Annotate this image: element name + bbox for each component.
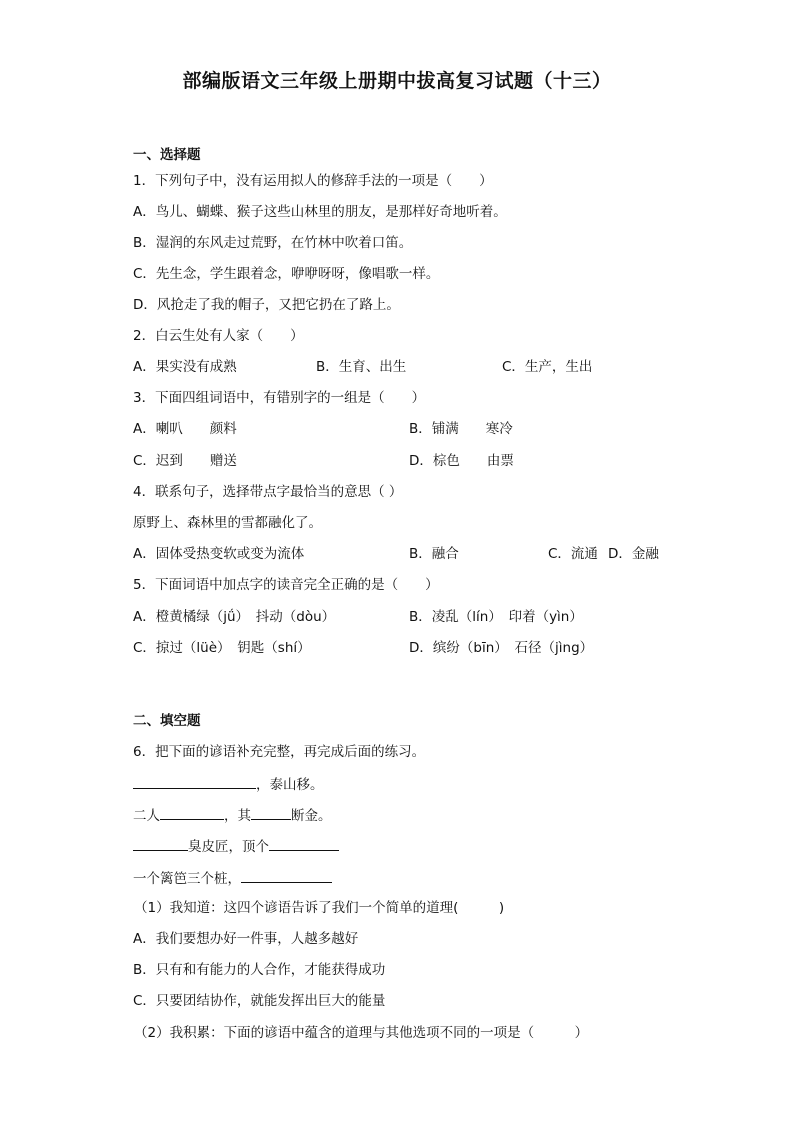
question-5-stem: 5．下面词语中加点字的读音完全正确的是（ ） [133, 577, 439, 593]
section-heading-fill: 二、填空题 [133, 713, 201, 729]
proverb-text: 一个篱笆三个桩， [133, 871, 241, 887]
question-2-option-c: C．生产，生出 [502, 359, 593, 375]
question-2-option-a: A．果实没有成熟 [133, 359, 237, 375]
answer-blank[interactable] [133, 774, 256, 789]
answer-blank[interactable] [133, 836, 188, 851]
proverb-text: 断金。 [291, 808, 332, 824]
question-3-option-b: B．铺满 寒冷 [409, 421, 513, 437]
sub-question-1-stem: （1）我知道：这四个谚语告诉了我们一个简单的道理( ) [134, 900, 505, 916]
question-3-option-d: D．棕色 由票 [409, 453, 514, 469]
question-4-option-c: C．流通 [548, 546, 598, 562]
question-6-stem: 6．把下面的谚语补充完整，再完成后面的练习。 [133, 744, 426, 760]
question-1-stem: 1．下列句子中，没有运用拟人的修辞手法的一项是（ ） [133, 173, 493, 189]
proverb-line-4 [133, 868, 332, 888]
question-2-stem: 2．白云生处有人家（ ） [133, 328, 304, 344]
question-5-option-d: D．缤纷（bīn） 石径（jìng） [409, 640, 594, 656]
question-3-stem: 3．下面四组词语中，有错别字的一组是（ ） [133, 390, 426, 406]
section-heading-choice: 一、选择题 [133, 147, 201, 163]
question-4-stem: 4．联系句子，选择带点字最恰当的意思（ ） [133, 484, 403, 500]
sub-question-1-option-a: A．我们要想办好一件事，人越多越好 [133, 931, 359, 947]
answer-blank[interactable] [251, 805, 291, 820]
question-1-option-a: A．鸟儿、蝴蝶、猴子这些山林里的朋友，是那样好奇地听着。 [133, 204, 507, 220]
question-4-option-d: D．金融 [608, 546, 659, 562]
sub-question-1-option-c: C．只要团结协作，就能发挥出巨大的能量 [133, 993, 386, 1009]
answer-blank[interactable] [160, 805, 224, 820]
proverb-text: ，其 [224, 808, 251, 824]
sub-question-2-stem: （2）我积累：下面的谚语中蕴含的道理与其他选项不同的一项是（ ） [134, 1025, 589, 1041]
answer-blank[interactable] [241, 868, 332, 883]
question-2-option-b: B．生育、出生 [316, 359, 407, 375]
answer-blank[interactable] [269, 836, 339, 851]
question-1-option-d: D．风抢走了我的帽子，又把它扔在了路上。 [133, 297, 400, 313]
question-4-sentence: 原野上、森林里的雪都融化了。 [133, 515, 322, 531]
question-5-option-c: C．掠过（lüè） 钥匙（shí） [133, 640, 311, 656]
question-1-option-b: B．湿润的东风走过荒野，在竹林中吹着口笛。 [133, 235, 413, 251]
question-5-option-a: A．橙黄橘绿（jǘ） 抖动（dòu） [133, 609, 336, 625]
proverb-text: 臭皮匠，顶个 [188, 839, 269, 855]
question-3-option-c: C．迟到 赠送 [133, 453, 237, 469]
question-4-option-b: B．融合 [409, 546, 459, 562]
sub-question-1-option-b: B．只有和有能力的人合作，才能获得成功 [133, 962, 386, 978]
proverb-line-3 [133, 836, 339, 856]
proverb-line-1 [133, 774, 324, 794]
question-1-option-c: C．先生念，学生跟着念，咿咿呀呀，像唱歌一样。 [133, 266, 440, 282]
proverb-text: 二人 [133, 808, 160, 824]
proverb-text: ，泰山移。 [256, 777, 324, 793]
proverb-line-2 [133, 805, 332, 825]
question-5-option-b: B．凌乱（lín） 印着（yìn） [409, 609, 583, 625]
question-3-option-a: A．喇叭 颜料 [133, 421, 237, 437]
page-title: 部编版语文三年级上册期中拔高复习试题（十三） [182, 70, 612, 92]
question-4-option-a: A．固体受热变软或变为流体 [133, 546, 305, 562]
